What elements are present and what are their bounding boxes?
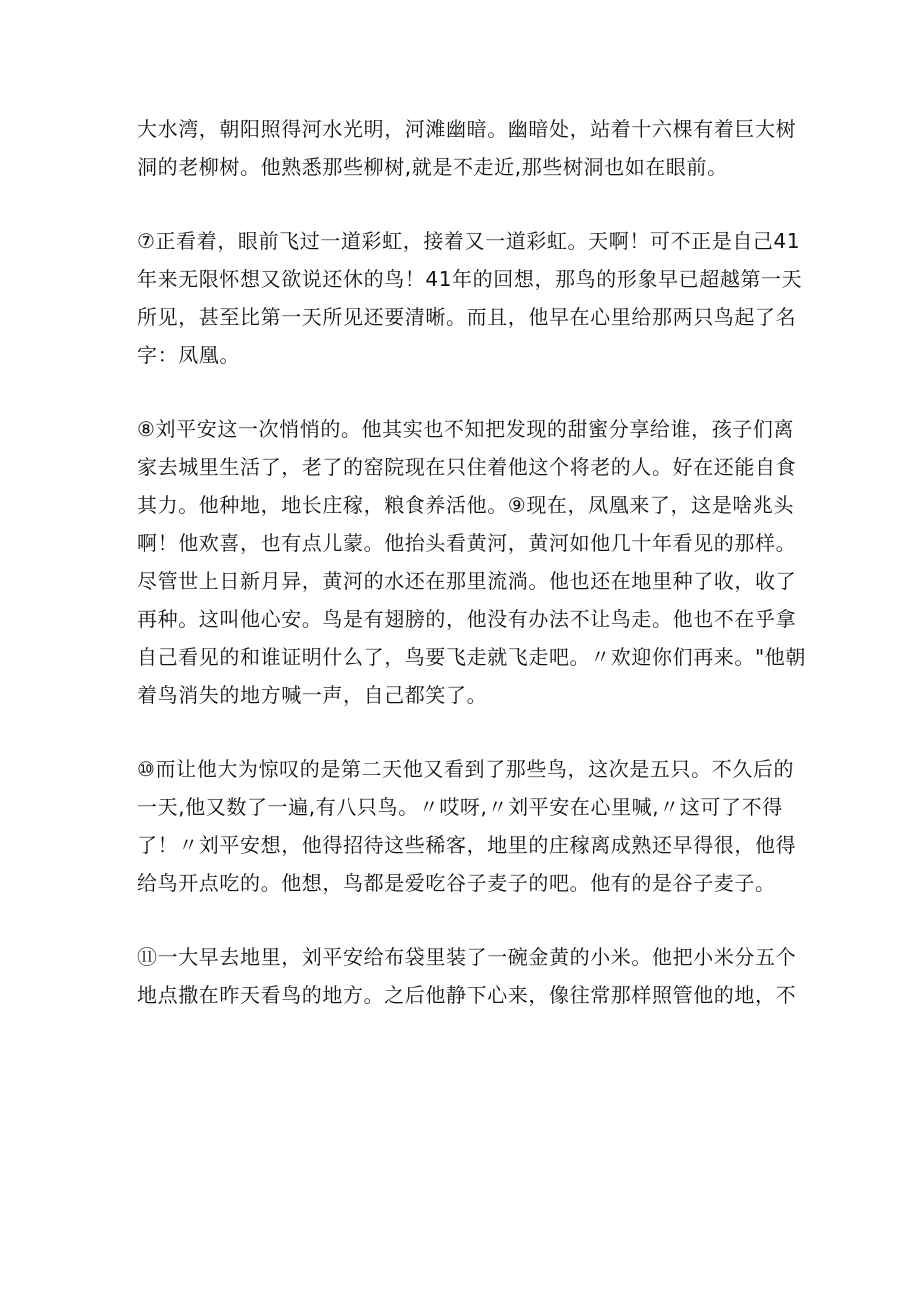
text-line: 年来无限怀想又欲说还休的鸟！41年的回想，那鸟的形象早已超越第一天 — [137, 267, 803, 291]
text-line: 家去城里生活了，老了的窑院现在只住着他这个将老的人。好在还能自食 — [137, 455, 797, 479]
article-body — [137, 110, 806, 1050]
paragraph-p11 — [137, 938, 797, 1014]
text-line: 再种。这叫他心安。鸟是有翅膀的，他没有办法不让鸟走。他也不在乎拿 — [137, 607, 797, 631]
text-line: ⑪一大早去地里，刘平安给布袋里装了一碗金黄的小米。他把小米分五个 — [137, 945, 797, 969]
text-line: 着鸟消失的地方喊一声，自己都笑了。 — [137, 683, 488, 707]
text-line: 所见，甚至比第一天所见还要清晰。而且，他早在心里给那两只鸟起了名 — [137, 305, 797, 329]
text-line: 地点撒在昨天看鸟的地方。之后他静下心来，像往常那样照管他的地，不 — [137, 983, 797, 1007]
text-line: 了！〃刘平安想，他得招待这些稀客，地里的庄稼离成熟还早得很，他得 — [137, 833, 797, 857]
text-line: ⑩而让他大为惊叹的是第二天他又看到了那些鸟，这次是五只。不久后的 — [137, 757, 795, 781]
text-line: 其力。他种地，地长庄稼，粮食养活他。⑨现在，凤凰来了，这是啥兆头 — [137, 493, 795, 517]
text-line: ⑦正看着，眼前飞过一道彩虹，接着又一道彩虹。天啊！可不正是自己41 — [137, 229, 801, 253]
text-line: 大水湾，朝阳照得河水光明，河滩幽暗。幽暗处，站着十六棵有着巨大树 — [137, 117, 797, 141]
paragraph-p10 — [137, 750, 797, 902]
paragraph-p7 — [137, 222, 803, 374]
text-line: 洞的老柳树。他熟悉那些柳树,就是不走近,那些树洞也如在眼前。 — [137, 155, 728, 179]
text-line: 尽管世上日新月异，黄河的水还在那里流淌。他也还在地里种了收，收了 — [137, 569, 797, 593]
text-line: ⑧刘平安这一次悄悄的。他其实也不知把发现的甜蜜分享给谁，孩子们离 — [137, 417, 795, 441]
text-line: 自己看见的和谁证明什么了，鸟要飞走就飞走吧。〃欢迎你们再来。"他朝 — [137, 645, 806, 669]
text-line: 啊！他欢喜，也有点儿蒙。他抬头看黄河，黄河如他几十年看见的那样。 — [137, 531, 797, 555]
text-line: 一天,他又数了一遍,有八只鸟。〃哎呀,〃刘平安在心里喊,〃这可了不得 — [137, 795, 783, 819]
paragraph-p6-end — [137, 110, 797, 186]
paragraph-p8 — [137, 410, 806, 714]
text-line: 给鸟开点吃的。他想，鸟都是爱吃谷子麦子的吧。他有的是谷子麦子。 — [137, 871, 776, 895]
text-line: 字：凤凰。 — [137, 343, 240, 367]
